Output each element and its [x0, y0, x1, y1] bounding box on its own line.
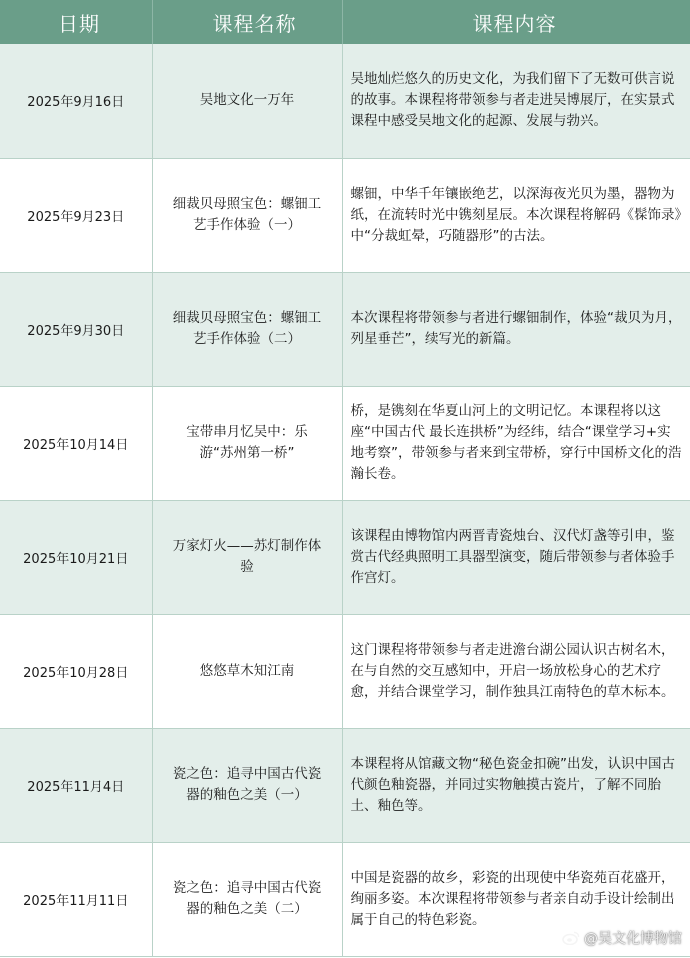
table-row — [0, 386, 690, 500]
row-course-content: 该课程由博物馆内两晋青瓷烛台、汉代灯盏等引申，鉴赏古代经典照明工具器型演变，随后带领参与者体验手作宫灯。 — [342, 500, 690, 614]
table-row — [0, 500, 690, 614]
row-date: 2025年9月30日 — [0, 272, 152, 386]
table-row — [0, 272, 690, 386]
row-date: 2025年10月14日 — [0, 386, 152, 500]
table-header — [0, 0, 690, 44]
row-course-name: 细裁贝母照宝色：螺钿工艺手作体验（一） — [152, 158, 342, 272]
row-course-content: 吴地灿烂悠久的历史文化，为我们留下了无数可供言说的故事。本课程将带领参与者走进吴博展厅，在实景式课程中感受吴地文化的起源、发展与勃兴。 — [342, 44, 690, 158]
row-date: 2025年9月16日 — [0, 44, 152, 158]
row-date: 2025年10月21日 — [0, 500, 152, 614]
row-course-name: 吴地文化一万年 — [152, 44, 342, 158]
header-course-content: 课程内容 — [342, 0, 690, 44]
table-row — [0, 728, 690, 842]
row-course-content: 桥，是镌刻在华夏山河上的文明记忆。本课程将以这座“中国古代 最长连拱桥”为经纬，结合“课堂学习+实地考察”，带领参与者来到宝带桥，穿行中国桥文化的浩瀚长卷。 — [342, 386, 690, 500]
row-course-content: 本课程将从馆藏文物“秘色瓷金扣碗”出发，认识中国古代颜色釉瓷器，并同过实物触摸古瓷片，了解不同胎土、釉色等。 — [342, 728, 690, 842]
weibo-logo-icon — [562, 931, 580, 945]
row-date: 2025年11月4日 — [0, 728, 152, 842]
row-course-name: 宝带串月忆吴中：乐游“苏州第一桥” — [152, 386, 342, 500]
row-date: 2025年10月28日 — [0, 614, 152, 728]
watermark-text: @吴文化博物馆 — [584, 931, 682, 947]
row-course-name: 万家灯火——苏灯制作体验 — [152, 500, 342, 614]
row-course-name: 细裁贝母照宝色：螺钿工艺手作体验（二） — [152, 272, 342, 386]
row-date: 2025年9月23日 — [0, 158, 152, 272]
table-row — [0, 614, 690, 728]
row-course-content: 本次课程将带领参与者进行螺钿制作，体验“裁贝为月，列星垂芒”，续写光的新篇。 — [342, 272, 690, 386]
table-row — [0, 44, 690, 158]
weibo-watermark — [562, 928, 682, 948]
row-date: 2025年11月11日 — [0, 842, 152, 956]
row-course-name: 悠悠草木知江南 — [152, 614, 342, 728]
row-course-content: 这门课程将带领参与者走进澹台湖公园认识古树名木，在与自然的交互感知中，开启一场放松身心的艺术疗愈，并结合课堂学习，制作独具江南特色的草木标本。 — [342, 614, 690, 728]
header-course-name: 课程名称 — [152, 0, 342, 44]
row-course-name: 瓷之色：追寻中国古代瓷器的釉色之美（二） — [152, 842, 342, 956]
header-date: 日期 — [0, 0, 152, 44]
table-body — [0, 44, 690, 956]
row-course-content: 中国是瓷器的故乡，彩瓷的出现使中华瓷苑百花盛开，绚丽多姿。本次课程将带领参与者亲自动手设计绘制出属于自己的特色彩瓷。 — [342, 842, 690, 956]
row-course-content: 螺钿，中华千年镶嵌绝艺，以深海夜光贝为墨，器物为纸，在流转时光中镌刻星辰。本次课程将解码《髹饰录》中“分裁虹晕，巧随器形”的古法。 — [342, 158, 690, 272]
table-row — [0, 158, 690, 272]
row-course-name: 瓷之色：追寻中国古代瓷器的釉色之美（一） — [152, 728, 342, 842]
